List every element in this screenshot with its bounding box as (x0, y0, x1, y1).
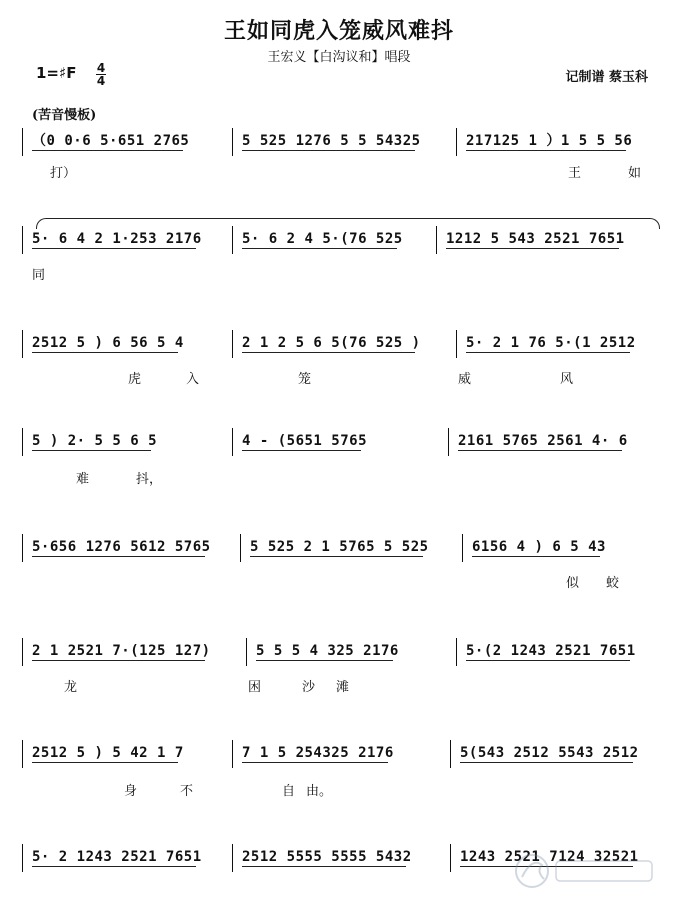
lyric: 威 (458, 372, 472, 387)
score-bar: 2512 5 ) 6 56 5 4 (24, 326, 230, 360)
barline (456, 330, 457, 358)
lyric-row (0, 368, 678, 386)
lyric: 身 (124, 784, 138, 799)
lyric: 入 (186, 372, 200, 387)
barline (456, 638, 457, 666)
barline (22, 534, 23, 562)
lyric-row (0, 162, 678, 180)
meter-bottom: 4 (96, 74, 106, 88)
song-subtitle: 王宏义【白沟议和】唱段 (267, 50, 411, 65)
barline (22, 226, 23, 254)
score-bar: 1212 5 543 2521 7651 (438, 222, 658, 256)
lyric-row (0, 676, 678, 694)
score-bar: 5· 6 4 2 1·253 2176 (24, 222, 230, 256)
score-bar: 7 1 5 254325 2176 (234, 736, 448, 770)
score-system (22, 326, 658, 360)
lyric: 沙 (302, 680, 316, 695)
lyric: 同 (32, 268, 46, 283)
score-bar: 5· 2 1243 2521 7651 (24, 840, 230, 874)
lyric-row (0, 572, 678, 590)
barline (246, 638, 247, 666)
lyric: 似 (566, 576, 580, 591)
score-bar: 5· 2 1 76 5·(1 2512 (458, 326, 658, 360)
barline (232, 428, 233, 456)
barline (22, 128, 23, 156)
score-bar: 5 525 2 1 5765 5 525 (242, 530, 460, 564)
lyric: 王 (568, 166, 582, 181)
score-bar: （0 0·6 5·651 2765 (24, 124, 230, 158)
lyric: 如 (628, 166, 642, 181)
song-title: 王如同虎入笼威风难抖 (223, 18, 454, 44)
score-bar: 2 1 2 5 6 5(76 525 ) (234, 326, 454, 360)
lyric: 抖， (136, 472, 163, 487)
barline (232, 844, 233, 872)
lyric: 打） (50, 166, 77, 181)
score-bar: 5 525 1276 5 5 54325 (234, 124, 454, 158)
score-system (22, 222, 658, 256)
barline (450, 740, 451, 768)
barline (240, 534, 241, 562)
lyric: 笼 (298, 372, 312, 387)
barline (232, 330, 233, 358)
score-system (22, 424, 658, 458)
lyric-row (0, 780, 678, 798)
barline (22, 844, 23, 872)
score-bar: 5 5 5 4 325 2176 (248, 634, 454, 668)
barline (448, 428, 449, 456)
barline (232, 128, 233, 156)
score-bar: 5·656 1276 5612 5765 (24, 530, 238, 564)
lyric-row (0, 264, 678, 282)
score-bar: 2512 5 ) 5 42 1 7 (24, 736, 230, 770)
score-bar: 5· 6 2 4 5·(76 525 (234, 222, 434, 256)
barline (22, 330, 23, 358)
lyric: 由。 (306, 784, 333, 799)
lyric: 困 (248, 680, 262, 695)
lyric: 不 (180, 784, 194, 799)
lyric: 风 (560, 372, 574, 387)
lyric: 滩 (336, 680, 350, 695)
barline (22, 740, 23, 768)
lyric: 虎 (128, 372, 142, 387)
score-bar: 5 ) 2· 5 5 6 5 (24, 424, 230, 458)
score-bar: 5·(2 1243 2521 7651 (458, 634, 658, 668)
score-bar: 6156 4 ) 6 5 43 (464, 530, 658, 564)
barline (436, 226, 437, 254)
key-signature: 1=♯F (36, 64, 77, 82)
score-bar: 1243 2521 7124 32521 (452, 840, 658, 874)
barline (22, 638, 23, 666)
score-system (22, 634, 658, 668)
watermark-logo (510, 851, 660, 891)
lyric: 蛟 (606, 576, 620, 591)
score-bar: 217125 1 ）1 5 5 56 (458, 124, 658, 158)
meter-top: 4 (96, 61, 106, 75)
barline (456, 128, 457, 156)
barline (22, 428, 23, 456)
barline (450, 844, 451, 872)
score-system (22, 124, 658, 158)
time-signature (96, 62, 106, 87)
score-system (22, 736, 658, 770)
lyric: 难 (76, 472, 90, 487)
barline (232, 740, 233, 768)
lyric: 龙 (64, 680, 78, 695)
score-bar: 4 - (5651 5765 (234, 424, 434, 458)
barline (462, 534, 463, 562)
notation-credit: 记制谱 蔡玉科 (565, 70, 648, 85)
score-bar: 5(543 2512 5543 2512 (452, 736, 658, 770)
score-system (22, 530, 658, 564)
lyric-row (0, 468, 678, 486)
tempo-marking: (苦音慢板) (32, 108, 97, 123)
score-bar: 2512 5555 5555 5432 (234, 840, 448, 874)
barline (232, 226, 233, 254)
score-bar: 2161 5765 2561 4· 6 (450, 424, 658, 458)
lyric: 自 (282, 784, 296, 799)
score-bar: 2 1 2521 7·(125 127) (24, 634, 244, 668)
